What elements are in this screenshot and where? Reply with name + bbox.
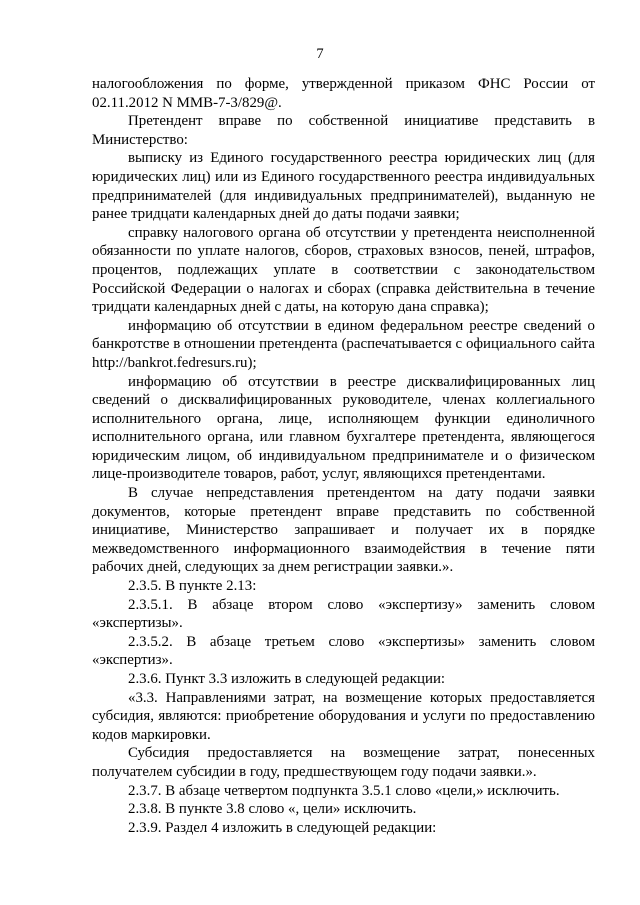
paragraph: налогообложения по форме, утвержденной приказом ФНС России от 02.11.2012 N ММВ-7-3/829@. bbox=[92, 76, 595, 111]
paragraph: «3.3. Направлениями затрат, на возмещение которых предоставляется субсидия, являются: приобретение оборудования и услуги по предоставлению кодов маркировки. bbox=[92, 689, 595, 743]
document-body bbox=[92, 75, 595, 837]
paragraph: Претендент вправе по собственной инициативе представить в Министерство: bbox=[92, 113, 595, 148]
paragraph: информацию об отсутствии в едином федеральном реестре сведений о банкротстве в отношении претендента (распечатывается с официального сайта http://bankrot.fedresurs.ru); bbox=[92, 317, 595, 371]
paragraph: 2.3.8. В пункте 3.8 слово «, цели» исключить. bbox=[128, 801, 417, 818]
paragraph: 2.3.5.2. В абзаце третьем слово «экспертизы» заменить словом «экспертиз». bbox=[92, 633, 595, 669]
paragraph: информацию об отсутствии в реестре дисквалифицированных лиц сведений о дисквалифицированных руководителе, членах коллегиального исполнительного органа, лице, исполняющем функции единоличного исполнительного органа, или главном бухгалтере претендента, являющегося юридическим лицом, об индивидуальном предпринимателе и о физическом лице-производителе товаров, работ, услуг, являющихся претендентами. bbox=[92, 373, 595, 483]
paragraph: 2.3.5.1. В абзаце втором слово «экспертизу» заменить словом «экспертизы». bbox=[92, 596, 595, 632]
paragraph: В случае непредставления претендентом на дату подачи заявки документов, которые претендент вправе представить по собственной инициативе, Министерство запрашивает и получает их в порядке межведомственного информационного взаимодействия в течение пяти рабочих дней, следующих за днем регистрации заявки.». bbox=[92, 485, 595, 576]
paragraph: справку налогового органа об отсутствии у претендента неисполненной обязанности по уплате налогов, сборов, страховых взносов, пеней, штрафов, процентов, подлежащих уплате в соответствии с законодательством Российской Федерации о налогах и сборах (справка действительна в течение тридцати календарных дней с даты, на которую дана справка); bbox=[92, 224, 595, 316]
paragraph: 2.3.5. В пункте 2.13: bbox=[128, 578, 257, 595]
page-number: 7 bbox=[316, 46, 324, 62]
paragraph: выписку из Единого государственного реестра юридических лиц (для юридических лиц) или из Единого государственного реестра индивидуальных предпринимателей (для индивидуальных предпринимателей), выданную не ранее тридцати календарных дней до даты подачи заявки; bbox=[92, 150, 595, 223]
paragraph: Субсидия предоставляется на возмещение затрат, понесенных получателем субсидии в году, предшествующем году подачи заявки.». bbox=[92, 745, 595, 780]
paragraph: 2.3.9. Раздел 4 изложить в следующей редакции: bbox=[128, 819, 437, 836]
paragraph: 2.3.7. В абзаце четвертом подпункта 3.5.1 слово «цели,» исключить. bbox=[128, 782, 560, 799]
paragraph: 2.3.6. Пункт 3.3 изложить в следующей редакции: bbox=[128, 671, 446, 687]
